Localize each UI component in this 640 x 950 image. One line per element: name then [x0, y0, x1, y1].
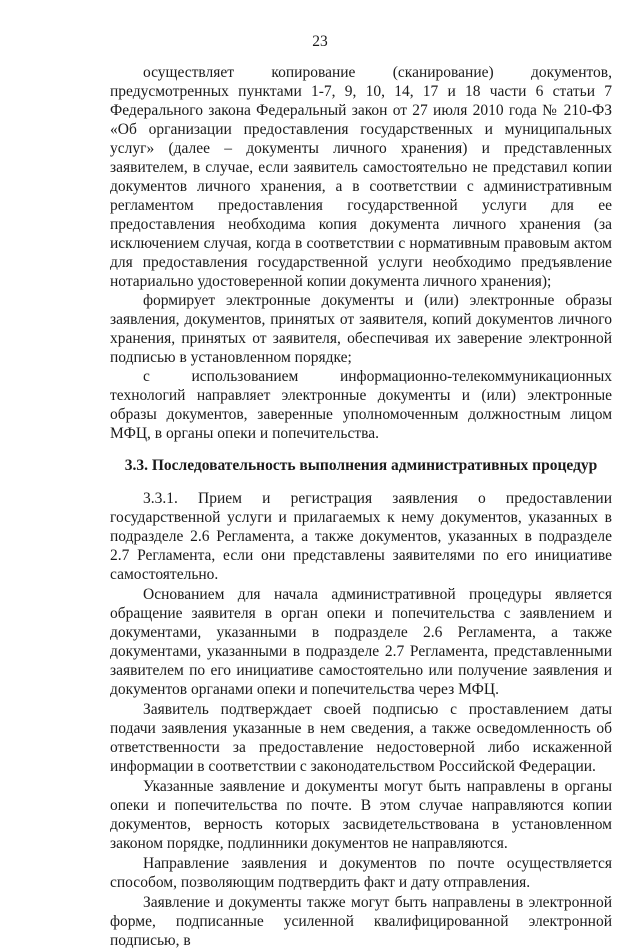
paragraph-postal-submission: Указанные заявление и документы могут быть направлены в органы опеки и попечительства по почте. В этом случае направляются копии документов, верность которых засвидетельствована в установленном законом порядке, подлинники документов не направляются. [110, 778, 612, 852]
paragraph-electronic-documents: формирует электронные документы и (или) электронные образы заявления, документов, принятых от заявителя, копий документов личного хранения, принятых от заявителя, обеспечивая их заверение электронной подписью в установленном порядке; [110, 292, 612, 366]
section-heading: 3.3. Последовательность выполнения административных процедур [124, 457, 598, 474]
paragraph-ict-transfer: с использованием информационно-телекоммуникационных технологий направляет электронные документы и (или) электронные образы документов, заверенные уполномоченным должностным лицом МФЦ, в органы опеки и попечительства. [110, 368, 612, 442]
paragraph-applicant-signature: Заявитель подтверждает своей подписью с проставлением даты подачи заявления указанные в нем сведения, а также осведомленность об ответственности за предоставление недостоверной либо искаженной информации в соответствии с законодательством Российской Федерации. [110, 701, 612, 775]
page-number: 23 [312, 33, 328, 50]
paragraph-procedure-basis: Основанием для начала административной процедуры является обращение заявителя в орган опеки и попечительства с заявлением и документами, указанными в подразделе 2.6 Регламента, а также документами, указанными в подразделе 2.7 Регламента, представленными заявителем по его инициативе самостоятельно или получение заявления и документов органами опеки и попечительства через МФЦ. [110, 586, 612, 698]
paragraph-postal-method: Направление заявления и документов по почте осуществляется способом, позволяющим подтвердить факт и дату отправления. [110, 855, 612, 891]
paragraph-copying-documents: осуществляет копирование (сканирование) документов, предусмотренных пунктами 1-7, 9, 10, 14, 17 и 18 части 6 статьи 7 Федерального закона Федеральный закон от 27 июля 2010 года № 210-ФЗ «Об организации предоставления государственных и муниципальных услуг» (далее – документы личного хранения) и представленных заявителем, в случае, если заявитель самостоятельно не представил копии документов личного хранения, а в соответствии с административным регламентом предоставления государственной услуги для ее предоставления необходима копия документа личного хранения (за исключением случая, когда в соответствии с нормативным правовым актом для предоставления государственной услуги необходимо предъявление нотариально удостоверенной копии документа личного хранения); [110, 64, 612, 290]
paragraph-electronic-form: Заявление и документы также могут быть направлены в электронной форме, подписанные усиленной квалифицированной электронной подписью, в [110, 894, 612, 949]
paragraph-reception-registration: 3.3.1. Прием и регистрация заявления о предоставлении государственной услуги и прилагаемых к нему документов, указанных в подразделе 2.6 Регламента, а также документов, указанных в подразделе 2.7 Регламента, если они представлены заявителями по его инициативе самостоятельно. [110, 490, 612, 583]
document-body [110, 63, 612, 950]
